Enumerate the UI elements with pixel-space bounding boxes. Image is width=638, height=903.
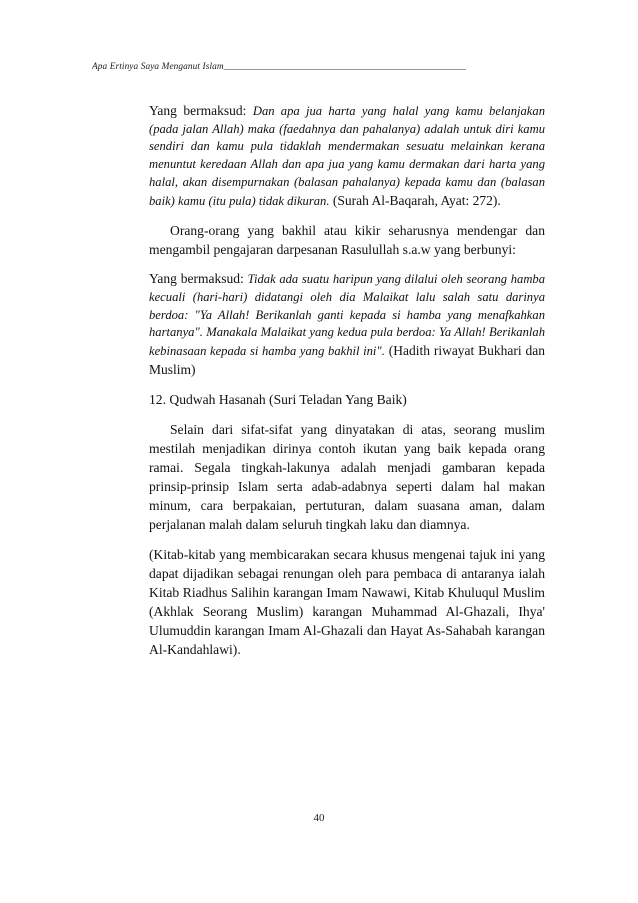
quran-translation (149, 102, 545, 210)
page-number: 40 (313, 812, 325, 824)
translation-reference: (Surah Al-Baqarah, Ayat: 272). (329, 192, 501, 208)
page-body (149, 102, 545, 670)
paragraph-qudwah: Selain dari sifat-sifat yang dinyatakan di atas, seorang muslim mestilah menjadikan dirinya contoh ikutan yang baik kepada orang ramai. Segala tingkah-lakunya adalah menjadi gambaran kepada prinsip-prinsip Islam serta adab-adabnya seperti dalam hal makan minum, cara berpakaian, pertuturan, dalam suasana aman, dalam perjalanan malah dalam seluruh tingkah laku dan diamnya. (149, 422, 545, 533)
hadith-lead: Yang bermaksud: (149, 271, 248, 287)
paragraph-references: (Kitab-kitab yang membicarakan secara khusus mengenai tajuk ini yang dapat dijadikan sebagai renungan oleh para pembaca di antaranya ialah Kitab Riadhus Salihin karangan Imam Nawawi, Kitab Khuluqul Muslim (Akhlak Seorang Muslim) karangan Muhammad Al-Ghazali, Ihya' Ulumuddin karangan Imam Al-Ghazali dan Hayat As-Sahabah karangan Al-Kandahlawi). (149, 547, 545, 658)
translation-lead: Yang bermaksud: (149, 103, 253, 118)
running-header-title: Apa Ertinya Saya Menganut Islam (92, 62, 224, 72)
hadith-reference: (Hadith riwayat Bukhari dan Muslim) (149, 343, 545, 377)
translation-text: Dan apa jua harta yang halal yang kamu belanjakan (pada jalan Allah) maka (faedahnya dan pahalanya) adalah untuk diri kamu sendiri dan kamu pula tidaklah mendermakan sesuatu melainkan kerana menuntut keredaan Allah dan apa jua yang kamu dermakan dari harta yang halal, akan disempurnakan (balasan pahalanya) kepada kamu dan (balasan baik) kamu (itu pula) tidak dikuran. (149, 104, 545, 208)
section-heading: 12. Qudwah Hasanah (Suri Teladan Yang Baik) (149, 392, 407, 408)
paragraph-bakhil: Orang-orang yang bakhil atau kikir seharusnya mendengar dan mengambil pengajaran darpesanan Rasulullah s.a.w yang berbunyi: (149, 223, 545, 258)
hadith-text: Tidak ada suatu haripun yang dilalui oleh seorang hamba kecuali (hari-hari) didatangi oleh dia Malaikat lalu salah satu darinya berdoa: "Ya Allah! Berikanlah ganti kepada si hamba yang menafkahkan hartanya". Manakala Malaikat yang kedua pula berdoa: Ya Allah! Berikanlah kebinasaan kepada si hamba yang bakhil ini". (149, 272, 546, 359)
hadith-translation (149, 270, 545, 379)
header-rule: ___________________________________________________ (223, 62, 466, 72)
running-header (92, 62, 547, 72)
